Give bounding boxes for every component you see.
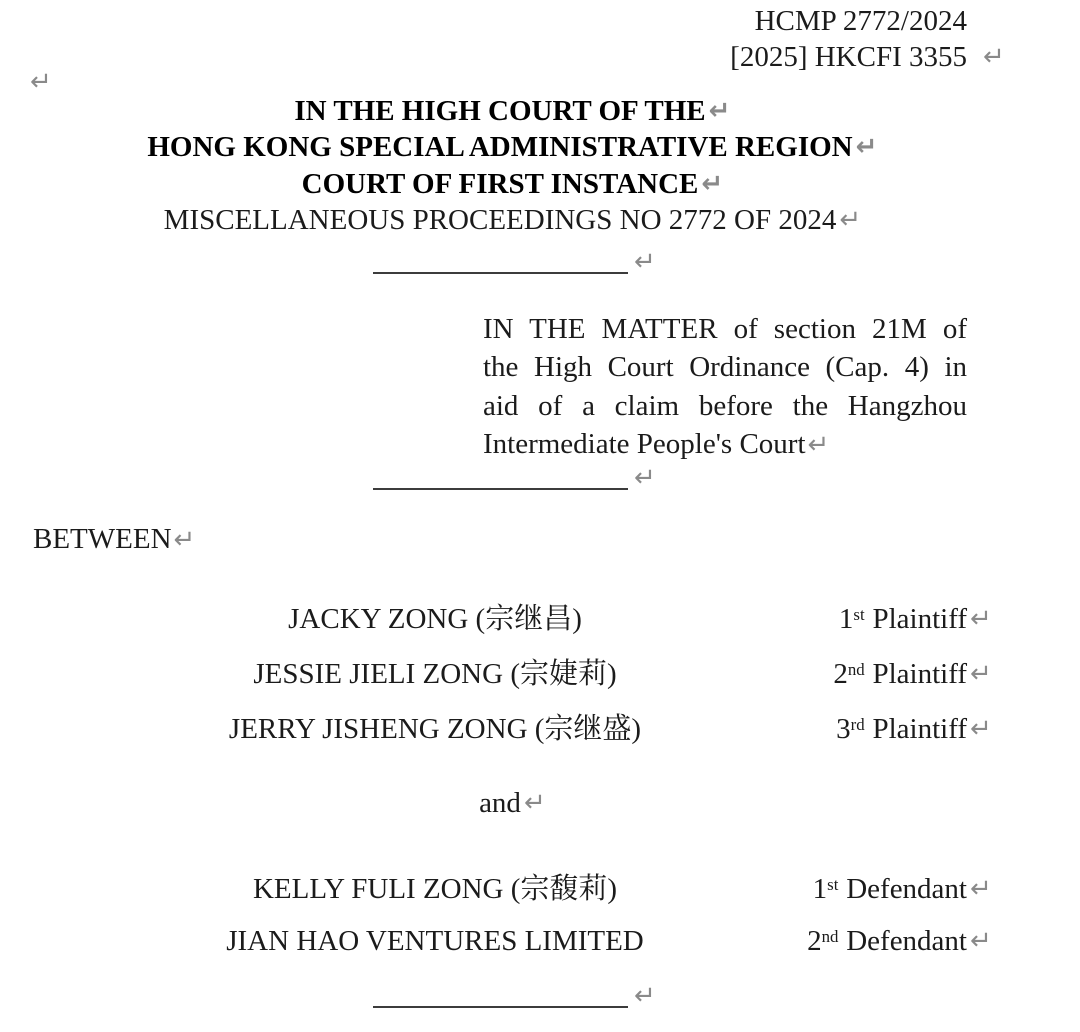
paragraph-mark-icon: ↵ <box>523 788 546 818</box>
paragraph-mark-icon: ↵ <box>807 430 830 460</box>
party-name: JERRY JISHENG ZONG (宗继盛) <box>228 713 642 745</box>
court-title-text: HONG KONG SPECIAL ADMINISTRATIVE REGION <box>147 131 853 163</box>
proceedings-number-text: MISCELLANEOUS PROCEEDINGS NO 2772 OF 2024 <box>163 204 837 236</box>
party-ordinal: 1 <box>812 873 828 905</box>
court-title-line-3 <box>33 169 967 199</box>
matter-line-text: Intermediate People's Court <box>483 428 806 460</box>
party-name: JACKY ZONG (宗继昌) <box>288 603 582 635</box>
court-title-text: IN THE HIGH COURT OF THE <box>294 95 706 127</box>
party-row <box>0 874 1080 904</box>
party-role: Plaintiff <box>872 658 967 690</box>
party-designation <box>833 658 992 693</box>
party-ordinal-suffix: nd <box>821 926 839 946</box>
party-row <box>0 659 1080 689</box>
party-ordinal-suffix: st <box>827 874 839 894</box>
and-separator <box>33 788 967 818</box>
paragraph-mark-icon: ↵ <box>701 169 724 199</box>
divider-line <box>373 247 656 277</box>
party-role: Plaintiff <box>872 713 967 745</box>
divider-line <box>373 463 656 493</box>
paragraph-mark-icon: ↵ <box>983 42 1005 72</box>
party-ordinal: 2 <box>833 658 848 690</box>
party-row <box>0 926 1080 956</box>
party-ordinal-suffix: st <box>853 604 865 624</box>
and-text: and <box>479 787 521 819</box>
paragraph-mark-icon: ↵ <box>970 604 992 634</box>
between-text: BETWEEN <box>33 523 172 555</box>
paragraph-mark-icon: ↵ <box>173 525 196 555</box>
party-ordinal: 2 <box>807 925 822 957</box>
citation-text: [2025] HKCFI 3355 <box>730 41 967 73</box>
party-row <box>0 604 1080 634</box>
paragraph-mark-icon: ↵ <box>634 247 656 277</box>
matter-line: the High Court Ordinance (Cap. 4) in <box>483 351 967 383</box>
paragraph-mark-icon: ↵ <box>970 714 992 744</box>
paragraph-mark-icon: ↵ <box>970 926 992 956</box>
party-role: Plaintiff <box>872 603 967 635</box>
party-designation <box>838 603 992 638</box>
paragraph-mark-icon: ↵ <box>634 463 656 493</box>
party-ordinal: 1 <box>838 603 854 635</box>
paragraph-mark-icon: ↵ <box>970 659 992 689</box>
court-title-text: COURT OF FIRST INSTANCE <box>301 168 699 200</box>
party-name: KELLY FULI ZONG (宗馥莉) <box>252 873 618 905</box>
paragraph-mark-icon: ↵ <box>855 132 878 162</box>
party-row <box>0 714 1080 744</box>
matter-paragraph <box>483 310 967 460</box>
party-designation <box>807 925 992 960</box>
party-role: Defendant <box>846 925 967 957</box>
paragraph-mark-icon: ↵ <box>708 96 731 126</box>
paragraph-mark-icon: ↵ <box>634 981 656 1011</box>
party-ordinal: 3 <box>836 713 851 745</box>
divider-line <box>373 981 656 1011</box>
party-role: Defendant <box>846 873 967 905</box>
proceedings-number-line <box>33 205 967 235</box>
between-label <box>33 524 195 555</box>
citation <box>730 41 1005 73</box>
party-ordinal-suffix: nd <box>847 659 865 679</box>
court-title-line-2 <box>33 132 967 162</box>
party-name: JIAN HAO VENTURES LIMITED <box>226 925 644 957</box>
party-designation <box>812 873 992 908</box>
case-number <box>755 6 967 36</box>
case-number-text: HCMP 2772/2024 <box>754 5 967 37</box>
paragraph-mark-icon: ↵ <box>30 67 52 97</box>
paragraph-mark-icon: ↵ <box>970 874 992 904</box>
court-title-line-1 <box>33 96 967 126</box>
empty-paragraph <box>30 66 52 97</box>
party-name: JESSIE JIELI ZONG (宗婕莉) <box>253 658 617 690</box>
matter-line: aid of a claim before the Hangzhou <box>483 390 967 422</box>
matter-line <box>483 425 967 463</box>
matter-line: IN THE MATTER of section 21M of <box>483 313 967 345</box>
party-ordinal-suffix: rd <box>850 714 865 734</box>
paragraph-mark-icon: ↵ <box>839 205 862 235</box>
party-designation <box>836 713 992 748</box>
